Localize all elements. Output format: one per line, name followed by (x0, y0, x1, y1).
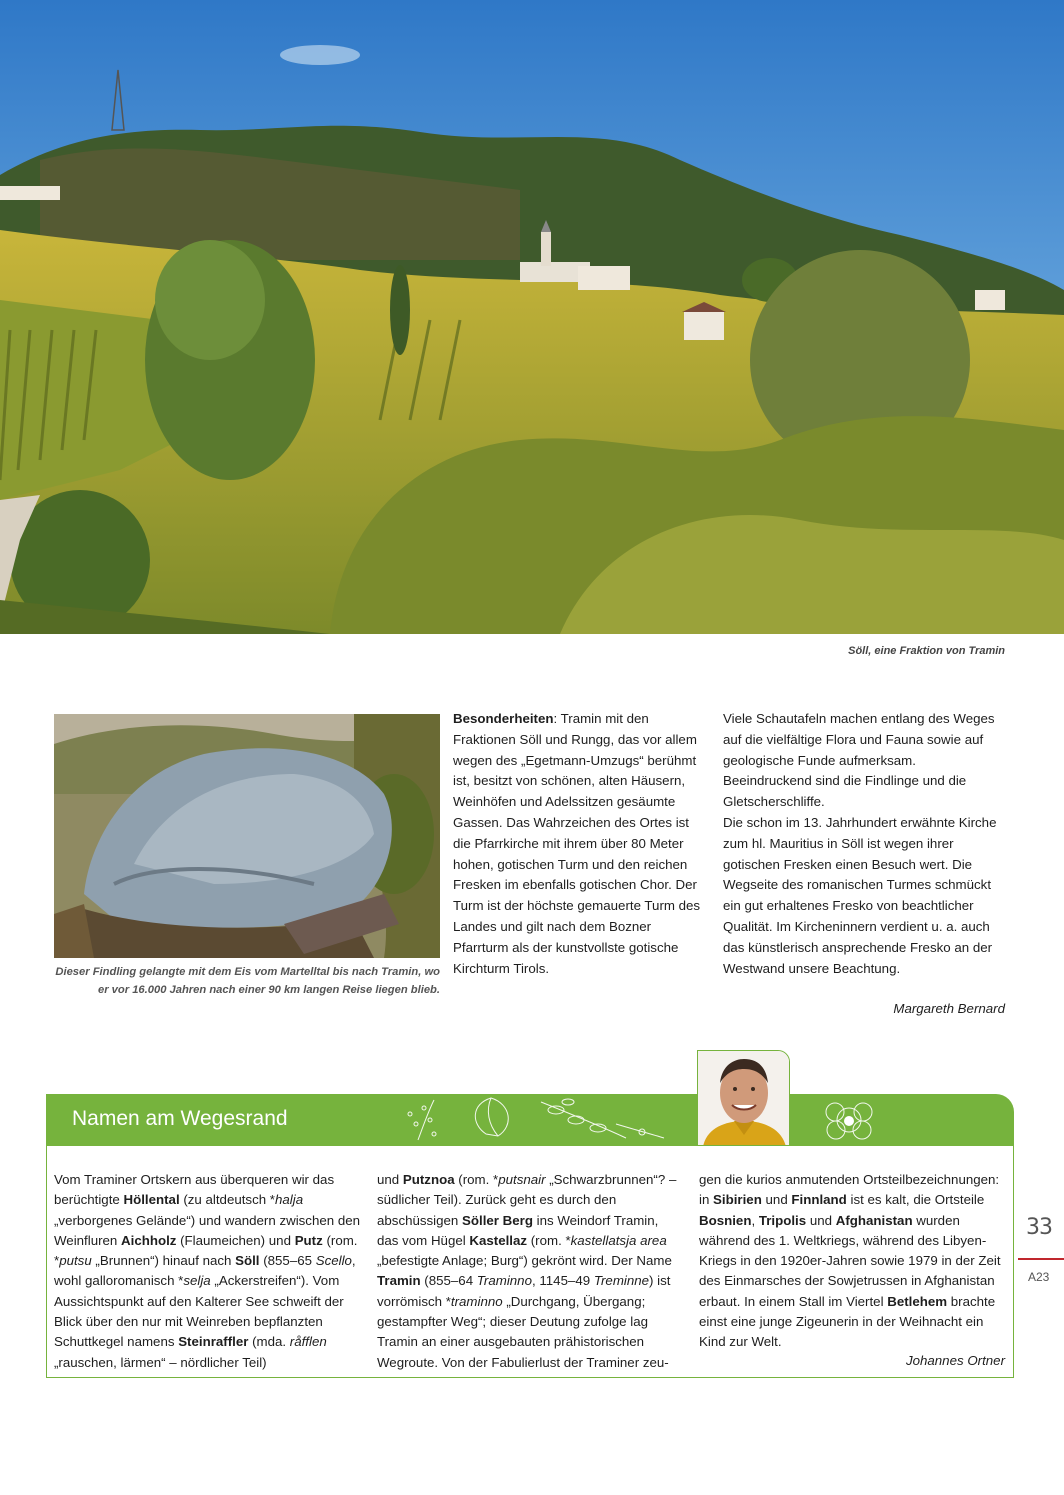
article-author: Margareth Bernard (893, 1001, 1005, 1016)
boulder-caption: Dieser Findling gelangte mit dem Eis vom Martelltal bis nach Tramin, wo er vor 16.000 Jahren nach einer 90 km langen Reise liegen blieb. (55, 966, 440, 996)
hero-caption: Söll, eine Fraktion von Tramin (848, 645, 1005, 657)
box-author: Johannes Ortner (905, 1353, 1005, 1368)
box-title: Namen am Wegesrand (72, 1107, 288, 1130)
box-banner (46, 1094, 1014, 1146)
page-number: 33 (1026, 1215, 1052, 1240)
page-divider (1018, 1258, 1064, 1260)
article-column-middle (453, 709, 703, 979)
author-portrait (697, 1050, 790, 1146)
article-text: : Tramin mit den Fraktionen Söll und Rungg, das vor allem wegen des „Egetmann-Umzugs“ berühmt ist, besitzt von schönen, alten Häusern, Weinhöfen und Adelssitzen gesäumte Gassen. Das Wahrzeichen des Ortes ist die Pfarrkirche mit ihrem über 80 Meter hohen, gotischen Turm und den reichen Fresken im ebenfalls gotischen Chor. Der Turm ist der höchste gemauerte Turm des Landes und gilt nach dem Bozner Pfarrturm als der kunstvollste gotische Kirchturm Tirols. (453, 711, 701, 976)
hero-photo (0, 0, 1064, 634)
article-paragraph: Viele Schautafeln machen entlang des Weges auf die vielfältige Flora und Fauna sowie auf geologische Funde aufmerksam. Beeindruckend sind die Findlinge und die Gletscherschliffe. (723, 711, 995, 810)
page-code: A23 (1028, 1270, 1050, 1284)
box-column-2: und Putznoa (rom. *putsnair „Schwarzbrunnen“? – südlicher Teil). Zurück geht es durch den abschüssigen Söller Berg ins Weindorf Tramin, das vom Hügel Kastellaz (rom. *kastellatsja area „befestigte Anlage; Burg“) gekrönt wird. Der Name Tramin (855–64 Traminno, 1145–49 Treminne) ist vorrömisch *traminno „Durchgang, Übergang; gestampfter Weg“; dieser Deutung zufolge lag Tramin an einer ausgebauten prähistorischen Wegroute. Von der Fabulierlust der Traminer zeu- (377, 1172, 677, 1370)
box-column-1: Vom Traminer Ortskern aus überqueren wir das berüchtigte Höllental (zu altdeutsch *halja „verborgenes Gelände“) und wandern zwischen den Weinfluren Aichholz (Flaumeichen) und Putz (rom. *putsu „Brunnen“) hinauf nach Söll (855–65 Scello, wohl galloromanisch *selja „Ackerstreifen“). Vom Aussichtspunkt auf den Kalterer See schweift der Blick über den nur mit Weinreben bepflanzten Schuttkegel namens Steinraffler (mda. råfflen „rauschen, lärmen“ – nördlicher Teil) (54, 1172, 361, 1370)
boulder-photo (54, 714, 440, 958)
section-lead-heading: Besonderheiten (453, 711, 554, 726)
article-paragraph: Die schon im 13. Jahrhundert erwähnte Kirche zum hl. Mauritius in Söll ist wegen ihrer gotischen Fresken einen Besuch wert. Die Wegseite des romanischen Turmes schmückt ein gut erhaltenes Fresko von beachtlicher Qualität. Im Kircheninnern verdient u. a. auch das künstlerisch ansprechende Fresko an der Westwand unsere Beachtung. (723, 814, 997, 976)
article-column-right (723, 709, 1006, 979)
floral-decoration-icon (46, 1094, 1014, 1146)
box-column-3: gen die kurios anmutenden Ortsteilbezeichnungen: in Sibirien und Finnland ist es kalt, die Ortsteile Bosnien, Tripolis und Afghanistan wurden während des 1. Weltkriegs, während des Libyen-Kriegs in den 1920er-Jahren sowie 1979 in der Zeit des Einmarsches der Sowjetrussen in Afghanistan erbaut. In einem Stall im Viertel Betlehem brachte einst eine junge Zigeunerin in der Weihnacht ein Kind zur Welt. (699, 1172, 1001, 1350)
